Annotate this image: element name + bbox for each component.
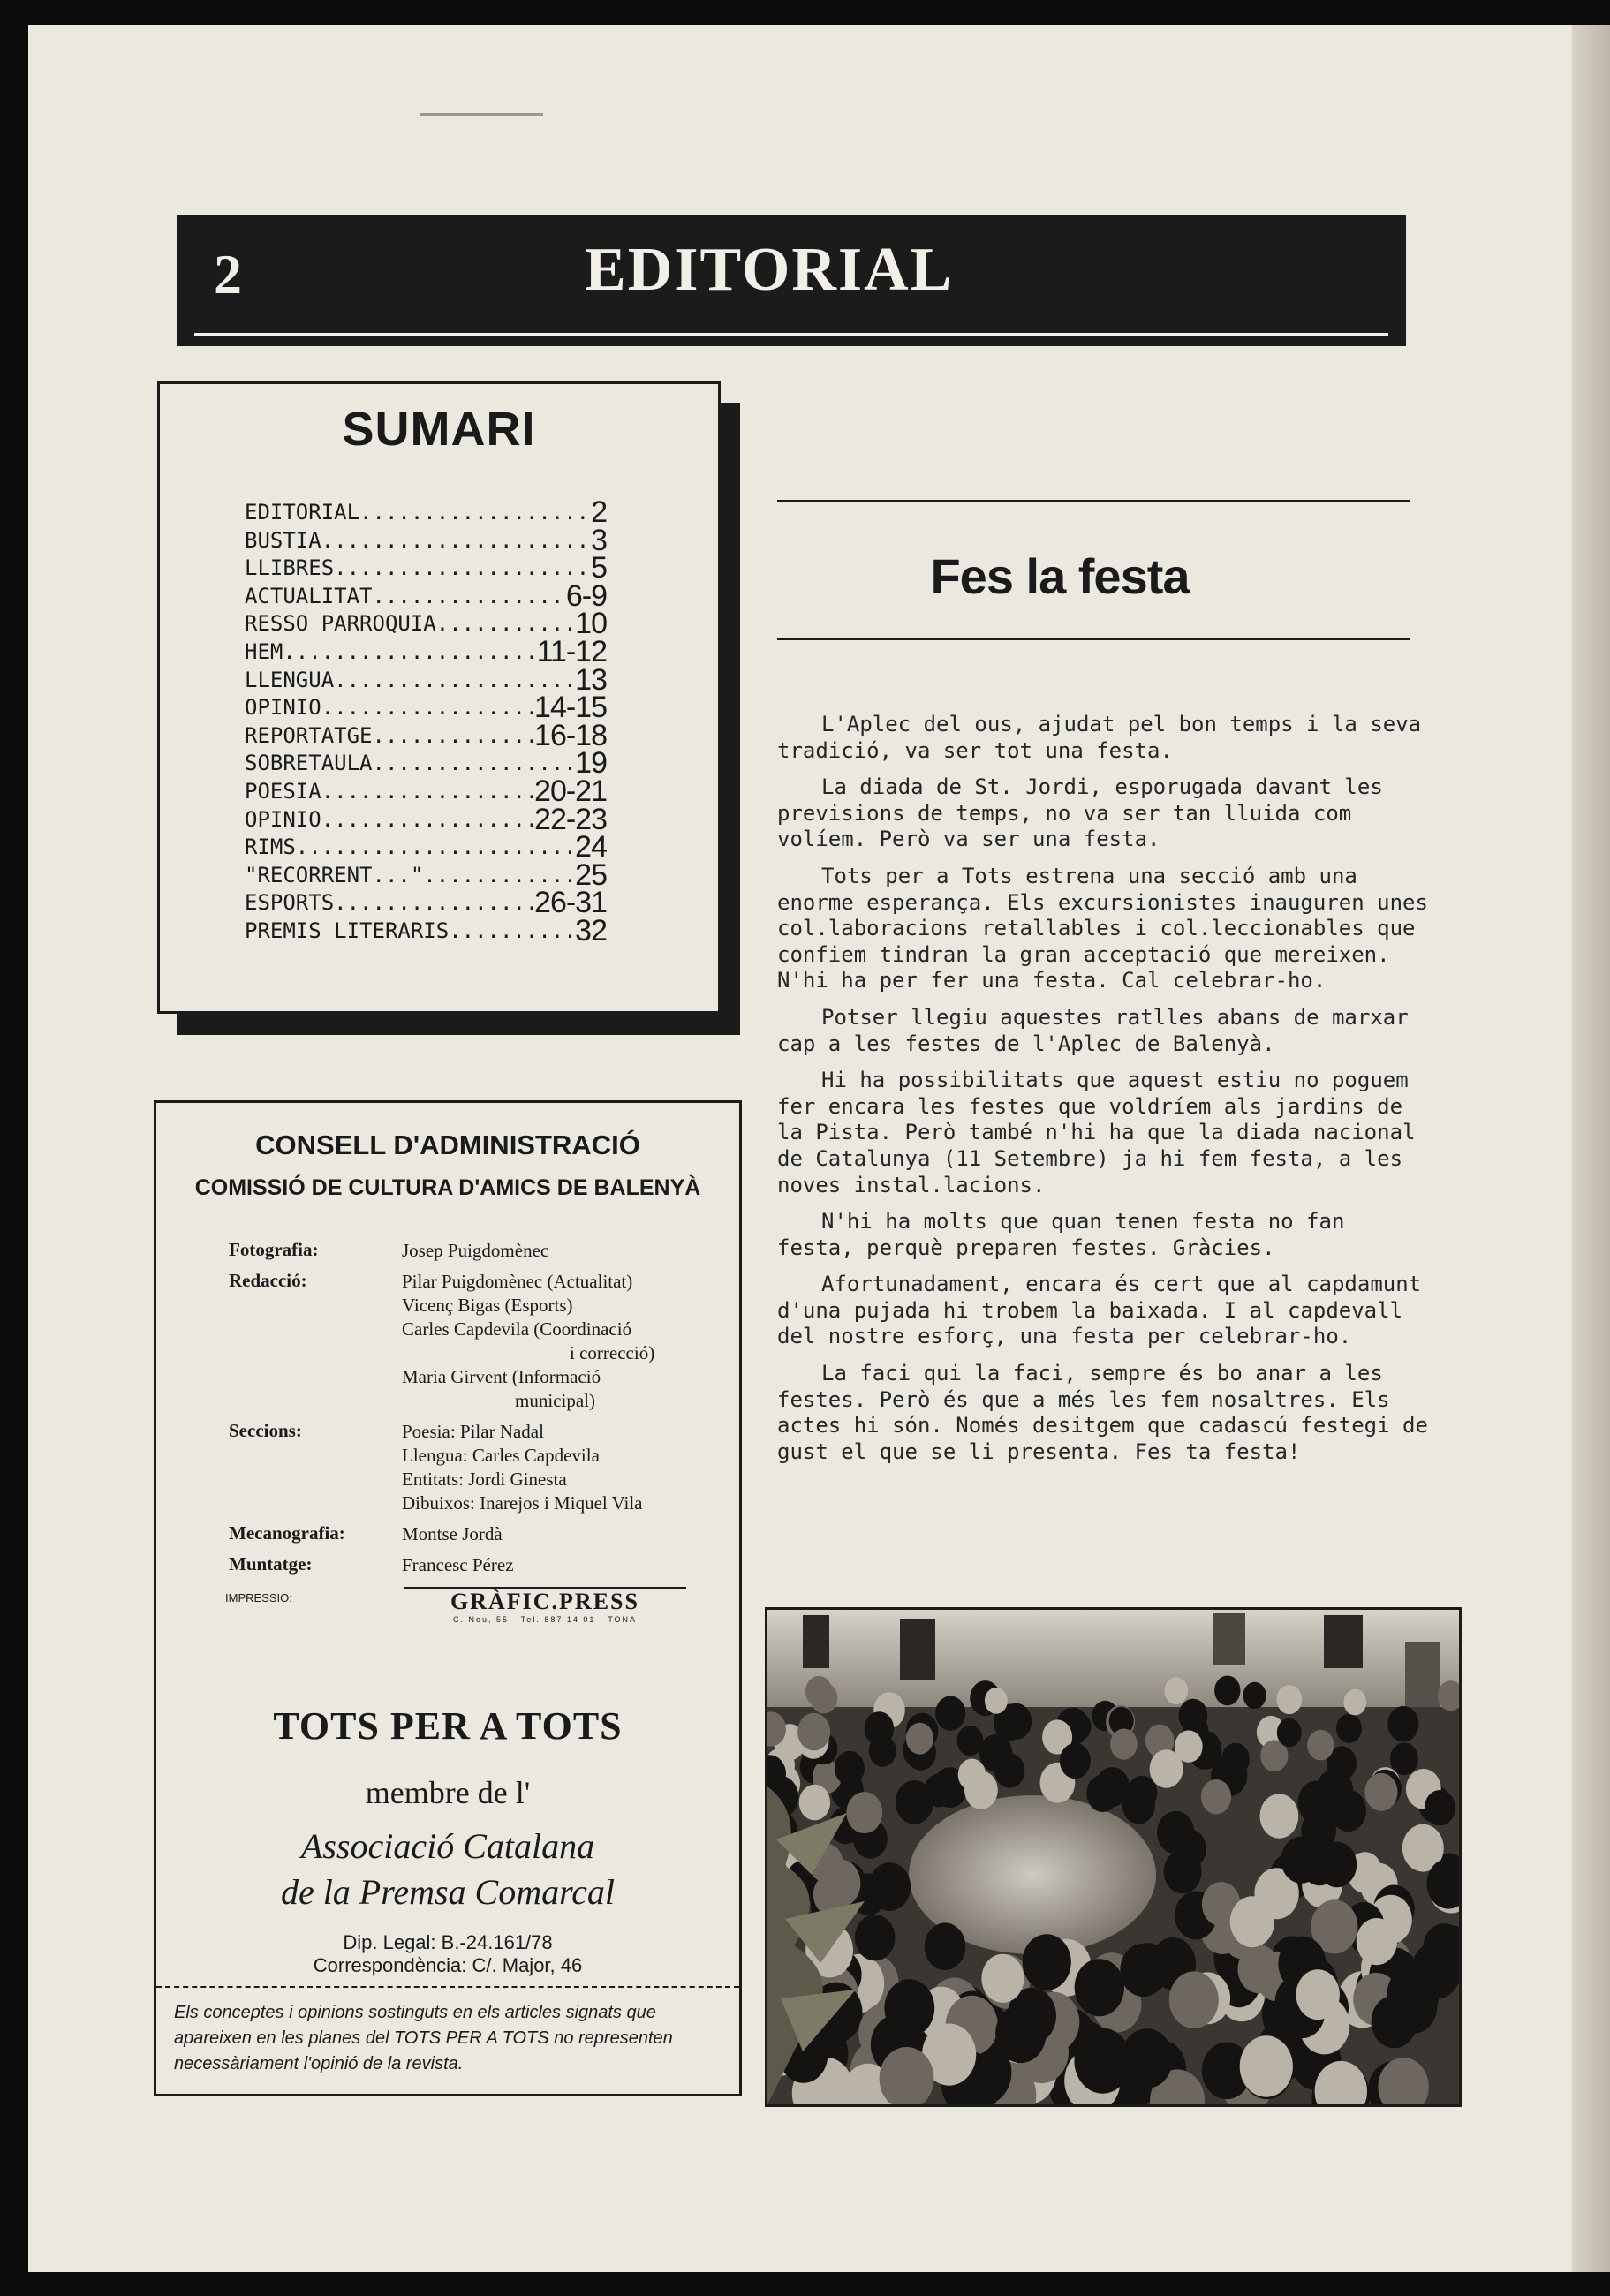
role-name: municipal)	[515, 1390, 595, 1411]
publication-name: TOTS PER A TOTS	[273, 1704, 623, 1748]
sumari-title: SUMARI	[342, 403, 536, 456]
print-label: IMPRESSIO:	[225, 1591, 292, 1605]
legal-deposit: Dip. Legal: B.-24.161/78	[343, 1931, 553, 1953]
article-body	[777, 712, 1431, 1476]
banner-rule	[194, 333, 1388, 336]
toc-page: 13	[575, 666, 607, 695]
toc-label: "RECORRENT..."	[245, 862, 424, 887]
disclaimer-rule	[156, 1986, 739, 1988]
toc-label: ACTUALITAT	[245, 583, 373, 608]
toc-page: 5	[591, 555, 607, 583]
toc-entry	[245, 918, 607, 946]
toc-entry	[245, 722, 607, 751]
toc-label: ESPORTS	[245, 890, 335, 916]
toc-leader	[423, 862, 575, 890]
toc-entry	[245, 610, 607, 638]
page-fold	[1572, 25, 1610, 2272]
toc-page: 20-21	[534, 777, 607, 806]
printer-logo	[404, 1587, 686, 1624]
toc-entry	[245, 750, 607, 778]
role-fotografia	[229, 1239, 732, 1263]
role-name: Josep Puigdomènec	[402, 1240, 549, 1261]
toc-leader	[359, 499, 591, 527]
printer-name: GRÀFIC.PRESS	[450, 1589, 639, 1614]
toc-label: RIMS	[245, 835, 296, 860]
role-label: Seccions:	[229, 1420, 302, 1441]
role-label: Fotografia:	[229, 1239, 319, 1260]
toc-leader	[373, 583, 566, 611]
role-name: i correcció)	[570, 1342, 655, 1363]
toc-leader	[296, 834, 575, 862]
toc-label: OPINIO	[245, 695, 321, 721]
disclaimer: Els conceptes i opinions sostinguts en els articles signats que apareixen en les planes del TOTS PER A TOTS no representen necessàriament l'opinió de la revista.	[174, 2003, 673, 2073]
page-number: 2	[214, 243, 242, 306]
table-of-contents	[245, 499, 607, 946]
article-paragraph: Hi ha possibilitats que aquest estiu no poguem fer encara les festes que voldríem als jardins de la Pista. Però també n'hi ha que la diada nacional de Catalunya (11 Setembre) ja hi fem festa, a les noves instal.lacions.	[777, 1068, 1416, 1197]
role-name: Entitats: Jordi Ginesta	[402, 1469, 567, 1490]
role-name: Maria Girvent (Informació	[402, 1366, 601, 1387]
toc-page: 16-18	[534, 721, 607, 751]
toc-leader	[321, 694, 534, 722]
section-title: EDITORIAL	[585, 236, 954, 304]
role-name: Pilar Puigdomènec (Actualitat)	[402, 1271, 633, 1292]
toc-entry	[245, 862, 607, 890]
article-paragraph: La diada de St. Jordi, esporugada davant les previsions de temps, no va ser tan lluida com volíem. Però va ser una festa.	[777, 774, 1383, 852]
toc-label: HEM	[245, 638, 283, 664]
staff-list	[229, 1239, 732, 1584]
toc-page: 24	[575, 834, 607, 862]
role-name: Vicenç Bigas (Esports)	[402, 1295, 573, 1316]
article-paragraph: N'hi ha molts que quan tenen festa no fan festa, perquè preparen festes. Gràcies.	[777, 1209, 1345, 1260]
toc-entry	[245, 806, 607, 835]
toc-leader	[436, 610, 575, 638]
toc-entry	[245, 667, 607, 695]
toc-entry	[245, 583, 607, 611]
article-paragraph: Tots per a Tots estrena una secció amb una enorme esperança. Els excursionistes inauguren unes col.laboracions retallables i col.leccionables que confiem tindran la gran acceptació que mereixen. N'hi ha per fer una festa. Cal celebrar-ho.	[777, 863, 1428, 993]
toc-page: 3	[591, 526, 607, 555]
toc-leader	[283, 638, 536, 667]
toc-page: 19	[575, 750, 607, 778]
toc-label: LLIBRES	[245, 555, 335, 581]
toc-entry	[245, 555, 607, 583]
toc-leader	[321, 778, 534, 806]
credits-subtitle: COMISSIÓ DE CULTURA D'AMICS DE BALENYÀ	[194, 1175, 701, 1200]
toc-entry	[245, 527, 607, 555]
credits-box	[154, 1100, 742, 2096]
role-seccions	[229, 1420, 732, 1515]
crowd-photo	[765, 1607, 1462, 2107]
article-paragraph: Afortunadament, encara és cert que al capdamunt d'una pujada hi trobem la baixada. I al capdevall del nostre esforç, una festa per celebrar-ho.	[777, 1272, 1422, 1349]
association-line: Associació Catalana	[300, 1826, 595, 1866]
role-name: Llengua: Carles Capdevila	[402, 1445, 600, 1466]
toc-entry	[245, 499, 607, 527]
role-name: Francesc Pérez	[402, 1554, 514, 1575]
top-dash	[420, 113, 543, 116]
toc-label: OPINIO	[245, 806, 321, 832]
headline-rule-top	[777, 500, 1410, 502]
toc-label: SOBRETAULA	[245, 751, 373, 776]
role-label: Mecanografia:	[229, 1522, 345, 1544]
role-label: Redacció:	[229, 1270, 307, 1291]
toc-label: REPORTATGE	[245, 722, 373, 748]
association-line: de la Premsa Comarcal	[280, 1872, 616, 1912]
role-name: Montse Jordà	[402, 1523, 503, 1545]
role-name: Carles Capdevila (Coordinació	[402, 1318, 632, 1340]
member-of: membre de l'	[365, 1775, 531, 1810]
sumari-box	[157, 381, 721, 1014]
toc-entry	[245, 889, 607, 918]
toc-page: 6-9	[565, 582, 607, 611]
toc-page: 25	[575, 861, 607, 890]
toc-page: 32	[575, 917, 607, 946]
association-name	[156, 1824, 739, 1915]
role-name: Poesia: Pilar Nadal	[402, 1421, 544, 1442]
legal-info	[156, 1931, 739, 1977]
toc-leader	[321, 527, 591, 555]
toc-page: 22-23	[534, 805, 607, 835]
toc-leader	[449, 918, 575, 946]
toc-leader	[373, 750, 576, 778]
toc-entry	[245, 638, 607, 667]
toc-leader	[334, 889, 534, 918]
toc-leader	[373, 722, 535, 751]
printer-address: C. Nou, 55 - Tel. 887 14 01 - TONA	[452, 1615, 638, 1624]
toc-label: POESIA	[245, 778, 321, 804]
toc-label: PREMIS LITERARIS	[245, 918, 450, 943]
toc-label: BUSTIA	[245, 527, 321, 553]
toc-entry	[245, 778, 607, 806]
toc-label: RESSO PARROQUIA	[245, 611, 436, 637]
article-paragraph: Potser llegiu aquestes ratlles abans de marxar cap a les festes de l'Aplec de Balenyà.	[777, 1004, 1409, 1056]
toc-page: 26-31	[534, 889, 607, 918]
article-paragraph: L'Aplec del ous, ajudat pel bon temps i la seva tradició, va ser tot una festa.	[777, 712, 1422, 763]
credits-title: CONSELL D'ADMINISTRACIÓ	[255, 1129, 640, 1160]
article-headline: Fes la festa	[930, 548, 1190, 604]
toc-page: 10	[575, 610, 607, 638]
article-paragraph: La faci qui la faci, sempre és bo anar a les festes. Però és que a més les fem nosaltres. Els actes hi són. Només desitgem que cadascú festegi de gust el que se li presenta. Fes ta festa!	[777, 1361, 1428, 1464]
role-redaccio	[229, 1270, 732, 1413]
toc-page: 2	[591, 499, 607, 527]
role-name: Dibuixos: Inarejos i Miquel Vila	[402, 1492, 643, 1514]
role-label: Muntatge:	[229, 1553, 313, 1575]
role-muntatge	[229, 1553, 732, 1577]
toc-entry	[245, 834, 607, 862]
toc-page: 14-15	[534, 694, 607, 722]
correspondence-address: Correspondència: C/. Major, 46	[313, 1954, 583, 1976]
toc-leader	[334, 555, 591, 583]
toc-entry	[245, 694, 607, 722]
toc-label: LLENGUA	[245, 667, 335, 692]
editorial-banner	[177, 215, 1406, 346]
headline-rule-bottom	[777, 638, 1410, 640]
toc-leader	[334, 667, 575, 695]
toc-leader	[321, 806, 534, 835]
toc-label: EDITORIAL	[245, 500, 360, 525]
role-mecanografia	[229, 1522, 732, 1546]
toc-page: 11-12	[536, 638, 607, 667]
